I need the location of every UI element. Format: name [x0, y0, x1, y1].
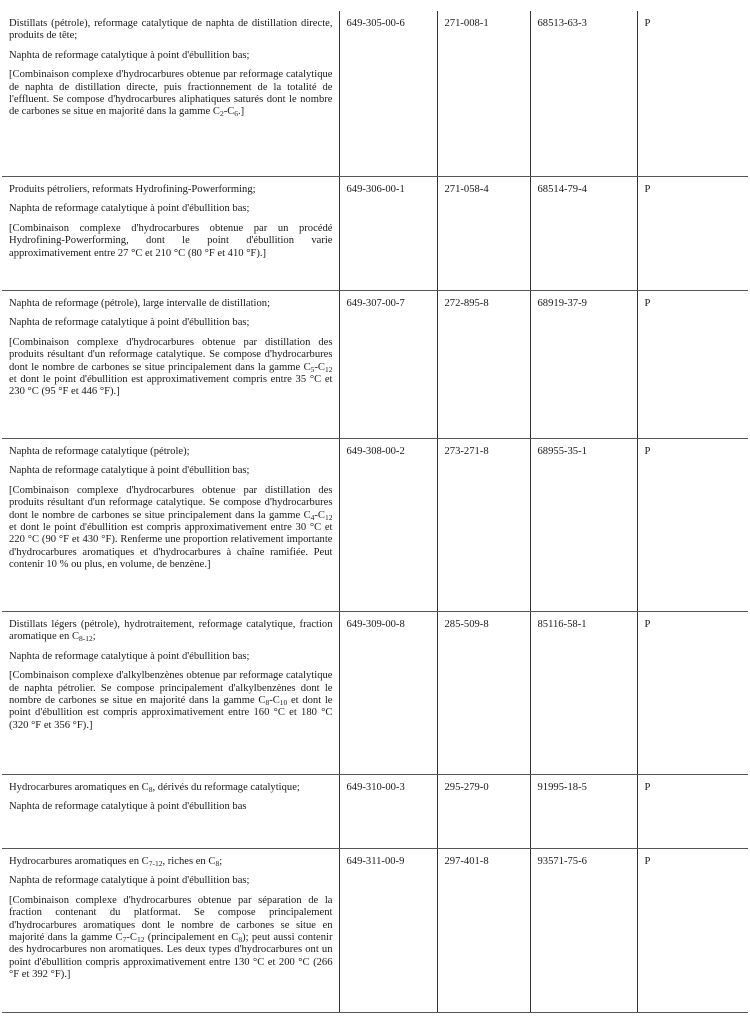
ec-number: 271-058-4 [437, 177, 530, 291]
table-row [2, 291, 748, 439]
cas-number: 85116-58-1 [530, 612, 637, 775]
ec-number: 271-008-1 [437, 11, 530, 177]
substance-cell [2, 439, 339, 612]
index-number: 649-308-00-2 [339, 439, 437, 612]
substance-name: Produits pétroliers, reformats Hydrofining-Powerforming; [9, 184, 256, 195]
substance-description: [Combinaison complexe d'alkylbenzènes obtenue par reformage catalytique de naphta pétrolier. Se compose principalement d'alkylbenzènes dont le nombre de carbones se situe en majorité dans la gamme $C_8-C_{10}$ et dont le point d'ébullition est compris approximativement entre 160 °C et 180 °C (320 °F et 356 °F).] [9, 670, 333, 731]
note-code: P [637, 849, 748, 1013]
substance-cell [2, 612, 339, 775]
index-number: 649-310-00-3 [339, 775, 437, 849]
substance-synonym: Naphta de reformage catalytique à point d'ébullition bas; [9, 49, 250, 61]
cas-number: 68513-63-3 [530, 11, 637, 177]
substance-name: Hydrocarbures aromatiques en $C_{7-12}$, riches en $C_8$; [9, 856, 223, 868]
cas-number: 93571-75-6 [530, 849, 637, 1013]
substance-description: [Combinaison complexe d'hydrocarbures obtenue par un procédé Hydrofining-Powerforming, dont le point d'ébullition varie approximativement entre 27 °C et 210 °C (80 °F et 410 °F).] [9, 222, 333, 259]
ec-number: 273-271-8 [437, 439, 530, 612]
substance-name: Hydrocarbures aromatiques en $C_8$, dérivés du reformage catalytique; [9, 782, 300, 794]
substance-synonym: Naphta de reformage catalytique à point d'ébullition bas [9, 801, 247, 813]
index-number: 649-306-00-1 [339, 177, 437, 291]
ec-number: 272-895-8 [437, 291, 530, 439]
table-row [2, 11, 748, 177]
substance-description: [Combinaison complexe d'hydrocarbures obtenue par distillation des produits résultant d'un reformage catalytique. Se compose d'hydrocarbures dont le nombre de carbones se situe principalement dans la gamme $C_5-C_{12}$ et dont le point d'ébullition est approximativement compris entre 35 °C et 230 °C (95 °F et 446 °F).] [9, 336, 333, 398]
table-row [2, 439, 748, 612]
cas-number: 68514-79-4 [530, 177, 637, 291]
note-code: P [637, 177, 748, 291]
substance-synonym: Naphta de reformage catalytique à point d'ébullition bas; [9, 650, 250, 662]
substance-cell [2, 775, 339, 849]
index-number: 649-307-00-7 [339, 291, 437, 439]
substance-table [2, 11, 748, 1013]
substance-synonym: Naphta de reformage catalytique à point d'ébullition bas; [9, 203, 250, 215]
substance-name: Distillats (pétrole), reformage catalytique de naphta de distillation directe, produits de tête; [9, 18, 333, 42]
note-code: P [637, 11, 748, 177]
note-code: P [637, 291, 748, 439]
substance-description: [Combinaison complexe d'hydrocarbures obtenue par reformage catalytique de naphta de distillation directe, puis fractionnement de la totalité de l'effluent. Se compose d'hydrocarbures aliphatiques saturés dont le nombre de carbones se situe en majorité dans la gamme $C_2-C_6$.] [9, 69, 333, 119]
note-code: P [637, 612, 748, 775]
substance-description: [Combinaison complexe d'hydrocarbures obtenue par distillation des produits résultant d'un reformage catalytique. Se compose d'hydrocarbures dont le nombre de carbones se situe principalement dans la gamme $C_4-C_{12}$ et dont le point d'ébullition est compris approximativement entre 30 °C et 220 °C (90 °F et 430 °F). Renferme une proportion relativement importante d'hydrocarbures aromatiques et d'hydrocarbures à chaîne ramifiée. Peut contenir 10 % ou plus, en volume, de benzène.] [9, 484, 333, 571]
substance-synonym: Naphta de reformage catalytique à point d'ébullition bas; [9, 465, 250, 477]
ec-number: 297-401-8 [437, 849, 530, 1013]
ec-number: 285-509-8 [437, 612, 530, 775]
substance-cell [2, 291, 339, 439]
substance-name: Naphta de reformage catalytique (pétrole); [9, 446, 190, 457]
note-code: P [637, 775, 748, 849]
substance-synonym: Naphta de reformage catalytique à point d'ébullition bas; [9, 317, 250, 329]
substance-cell [2, 177, 339, 291]
substance-cell [2, 849, 339, 1013]
substance-name: Distillats légers (pétrole), hydrotraitement, reformage catalytique, fraction aromatique en $C_{8-12}$; [9, 619, 333, 644]
table-row [2, 775, 748, 849]
cas-number: 91995-18-5 [530, 775, 637, 849]
substance-name: Naphta de reformage (pétrole), large intervalle de distillation; [9, 298, 271, 309]
index-number: 649-311-00-9 [339, 849, 437, 1013]
ec-number: 295-279-0 [437, 775, 530, 849]
note-code: P [637, 439, 748, 612]
table-row [2, 849, 748, 1013]
substance-description: [Combinaison complexe d'hydrocarbures obtenue par séparation de la fraction contenant du platformat. Se compose principalement d'hydrocarbures aromatiques dont le nombre de carbones se situe en majorité dans la gamme $C_7-C_{12}$ (principalement en $C_8$); peut aussi contenir des hydrocarbures non aromatiques. Les deux types d'hydrocarbures ont un point d'ébullition compris approximativement entre 130 °C et 200 °C (266 °F et 392 °F).] [9, 894, 333, 981]
substance-cell [2, 11, 339, 177]
table-row [2, 612, 748, 775]
table-row [2, 177, 748, 291]
cas-number: 68919-37-9 [530, 291, 637, 439]
index-number: 649-305-00-6 [339, 11, 437, 177]
cas-number: 68955-35-1 [530, 439, 637, 612]
substance-synonym: Naphta de reformage catalytique à point d'ébullition bas; [9, 875, 250, 887]
index-number: 649-309-00-8 [339, 612, 437, 775]
